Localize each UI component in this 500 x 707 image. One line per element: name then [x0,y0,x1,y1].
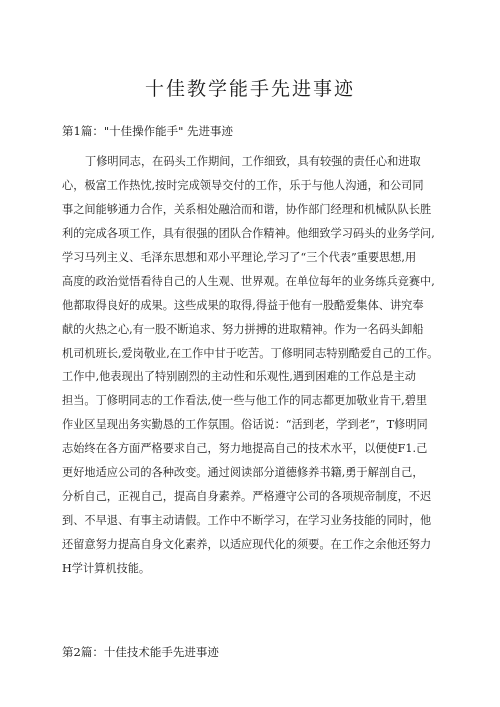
section-1-paragraph [62,150,442,581]
paragraph-line: 分析自己，正视自己，提高自身素养。严格遵守公司的各项规帝制度，不迟 [62,490,432,504]
paragraph-line: 机司机班长,爱岗敬业,在工作中甘于吃苦。丁修明同志特别酷爱自己的工作。 [62,346,439,360]
paragraph-line: 高度的政治觉悟看待自己的人生观、世界观。在单位每年的业务练兵竞赛中, [62,274,435,288]
paragraph-line: 事之间能够通力合作，关系相处融洽而和谐，协作部门经理和机械队队长胜 [62,202,432,216]
paragraph-line: 丁修明同志，在码头工作期间，工作细致，具有较强的责任心和进取 [85,155,421,168]
paragraph-line: 担当。丁修明同志的工作看法,使一些与他工作的同志都更加敬业肯干,碧里 [62,394,428,408]
paragraph-line: 到、不早退、有事主动请假。工作中不断学习，在学习业务技能的同时，他 [62,514,432,528]
paragraph-line: 他都取得良好的成果。这些成果的取得,得益于他有一股酷爱集体、讲究奉 [62,298,424,312]
paragraph-line: 献的火热之心,有一股不断追求、努力拼搏的进取精神。作为一名码头卸船 [62,322,424,336]
paragraph-line: 更好地适应公司的各种改变。通过阅读部分道德修养书籍,勇于解剖自己， [62,466,424,480]
paragraph-line: 心，极富工作热忱,按时完成领导交付的工作，乐于与他人沟通，和公司同 [62,178,424,192]
section-heading-2: 第2篇：十佳技术能手先进事迹 [62,645,219,659]
document-title: 十佳教学能手先进事迹 [144,78,355,100]
paragraph-line: H学计算机技能。 [62,561,151,575]
paragraph-line: 工作中,他表现出了特别剧烈的主动性和乐观性,遇到困难的工作总是主动 [62,370,416,384]
paragraph-line: 作业区呈现出务实勤恳的工作氛围。俗话说：“活到老，学到老”，T修明同 [62,418,428,432]
paragraph-line: 志始终在各方面严格要求自己，努力地提高自己的技术水平，以便使F1.己 [62,442,428,456]
section-heading-1: 第1篇："十佳操作能手" 先进事迹 [62,124,234,138]
paragraph-line: 利的完成各项工作，具有很强的团队合作精神。他细致学习码头的业务学问, [62,226,435,240]
paragraph-line: 学习马列主义、毛泽东思想和邓小平理论,学习了“三个代表”重要思想,用 [62,250,417,264]
paragraph-line: 还留意努力提高自身文化素养，以适应现代化的须要。在工作之余他还努力 [62,538,432,551]
